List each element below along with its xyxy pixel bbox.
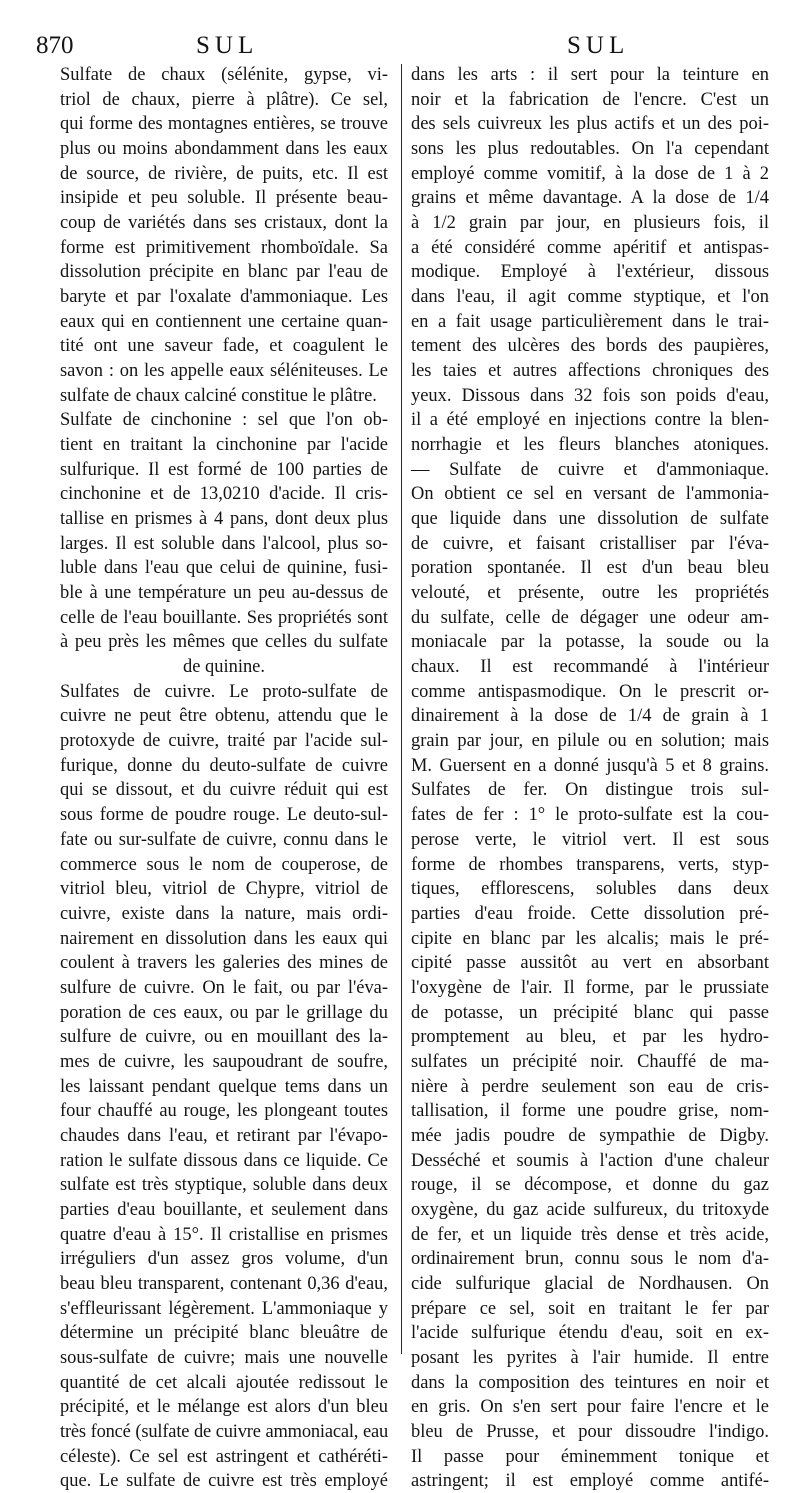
- text-line: beau bleu transparent, contenant 0,36 d'eau,: [60, 1272, 388, 1293]
- text-line: de source, de rivière, de puits, etc. Il est: [60, 162, 388, 183]
- text-line: ordinairement brun, connu sous le nom d'a-: [411, 1248, 769, 1269]
- text-line: de potasse, un précipité blanc qui passe: [411, 1001, 769, 1022]
- text-line: sulfure de cuivre. On le fait, ou par l'éva-: [60, 976, 388, 997]
- text-line: chaudes dans l'eau, et retirant par l'évapo-: [60, 1124, 388, 1145]
- text-line: en gris. On s'en sert pour faire l'encre et le: [411, 1396, 769, 1417]
- text-line: Sulfates de fer. On distingue trois sul-: [411, 779, 769, 800]
- text-line: tité ont une saveur fade, et coagulent le: [60, 335, 388, 356]
- text-line: savon : on les appelle eaux séléniteuses. Le: [60, 360, 388, 381]
- text-line: commerce sous le nom de couperose, de: [60, 853, 388, 874]
- text-line: de fer, et un liquide très dense et très acide,: [411, 1223, 769, 1244]
- running-head-right: SUL: [567, 32, 630, 59]
- text-line: détermine un précipité blanc bleuâtre de: [60, 1322, 388, 1343]
- text-line: baryte et par l'oxalate d'ammoniaque. Les: [60, 286, 388, 307]
- text-line: sulfurique. Il est formé de 100 parties de: [60, 458, 388, 479]
- text-line: sulfure de cuivre, ou en mouillant des la-: [60, 1026, 388, 1047]
- page-number: 870: [36, 32, 74, 59]
- text-line: moniacale par la potasse, la soude ou la: [411, 631, 769, 652]
- text-line: furique, donne du deuto-sulfate de cuivre: [60, 754, 388, 775]
- text-line: rouge, il se décompose, et donne du gaz: [411, 1174, 769, 1195]
- text-line: fate ou sur-sulfate de cuivre, connu dans le: [60, 828, 388, 849]
- text-line: dinairement à la dose de 1/4 de grain à 1: [411, 705, 769, 726]
- text-line: yeux. Dissous dans 32 fois son poids d'eau,: [411, 384, 769, 405]
- text-line: il a été employé en injections contre la blen-: [411, 409, 769, 430]
- text-line: sulfate de chaux calciné constitue le plâtre.: [60, 384, 377, 405]
- text-line: tallisation, il forme une poudre grise, nom-: [411, 1100, 769, 1121]
- text-line: cuivre ne peut être obtenu, attendu que le: [60, 705, 388, 726]
- text-line: grains et même davantage. A la dose de 1/4: [411, 187, 769, 208]
- text-line: astringent; il est employé comme antifé-: [411, 1470, 769, 1491]
- text-line: qui se dissout, et du cuivre réduit qui est: [60, 779, 388, 800]
- text-line: norrhagie et les fleurs blanches atoniques.: [411, 434, 769, 455]
- text-line: fates de fer : 1° le proto-sulfate est la cou-: [411, 804, 769, 825]
- text-line: à peu près les mêmes que celles du sulfate: [60, 631, 388, 652]
- text-line: plus ou moins abondamment dans les eaux: [60, 138, 388, 159]
- page-header: [0, 26, 800, 66]
- text-line: Sulfates de cuivre. Le proto-sulfate de: [60, 680, 388, 701]
- text-line: tiques, efflorescens, solubles dans deux: [411, 878, 769, 899]
- text-line: luble dans l'eau que celui de quinine, fusi-: [60, 557, 388, 578]
- text-line: forme est primitivement rhomboïdale. Sa: [60, 236, 388, 257]
- text-line: bleu de Prusse, et pour dissoudre l'indigo.: [411, 1420, 769, 1441]
- text-line: de cuivre, et faisant cristalliser par l'éva-: [411, 532, 769, 553]
- text-line: tient en traitant la cinchonine par l'acide: [60, 434, 388, 455]
- text-line: l'oxygène de l'air. Il forme, par le prussiate: [411, 976, 769, 997]
- text-line: a été considéré comme apéritif et antispas-: [411, 236, 769, 257]
- text-line: que. Le sulfate de cuivre est très employé: [60, 1470, 388, 1491]
- text-line: dans l'eau, il agit comme styptique, et l'on: [411, 286, 769, 307]
- text-line: coup de variétés dans ses cristaux, dont la: [60, 212, 388, 233]
- text-line: tallise en prismes à 4 pans, dont deux plus: [60, 508, 388, 529]
- text-line: — Sulfate de cuivre et d'ammoniaque.: [411, 458, 769, 479]
- text-line: cuivre, existe dans la nature, mais ordi-: [60, 902, 388, 923]
- text-line: des sels cuivreux les plus actifs et un des poi-: [411, 113, 769, 134]
- text-line: forme de rhombes transparens, verts, styp-: [411, 853, 769, 874]
- text-line: sous-sulfate de cuivre; mais une nouvelle: [60, 1346, 388, 1367]
- text-line: précipité, et le mélange est alors d'un bleu: [60, 1396, 388, 1417]
- text-line: noir et la fabrication de l'encre. C'est un: [411, 88, 769, 109]
- text-line: vitriol bleu, vitriol de Chypre, vitriol de: [60, 878, 388, 899]
- text-line: l'acide sulfurique étendu d'eau, soit en ex-: [411, 1322, 769, 1343]
- text-line: protoxyde de cuivre, traité par l'acide sul-: [60, 730, 388, 751]
- text-line: qui forme des montagnes entières, se trouve: [60, 113, 388, 134]
- text-line: Sulfate de chaux (sélénite, gypse, vi-: [60, 64, 388, 84]
- text-line: On obtient ce sel en versant de l'ammonia-: [411, 483, 769, 504]
- text-line: dans la composition des teintures en noir et: [411, 1371, 769, 1392]
- text-line: ble à une température un peu au-dessus de: [60, 582, 388, 603]
- text-line: sons les plus redoutables. On l'a cependant: [411, 138, 769, 159]
- text-line: Sulfate de cinchonine : sel que l'on ob-: [60, 409, 388, 430]
- text-line: prépare ce sel, soit en traitant le fer par: [411, 1297, 769, 1318]
- text-line: posant les pyrites à l'air humide. Il entre: [411, 1346, 769, 1367]
- text-line: Desséché et soumis à l'action d'une chaleur: [411, 1149, 769, 1170]
- text-line: grain par jour, en pilule ou en solution; mais: [411, 730, 769, 751]
- text-line: nairement en dissolution dans les eaux qui: [60, 927, 388, 948]
- text-line: sulfate est très styptique, soluble dans deux: [60, 1174, 388, 1195]
- text-line: larges. Il est soluble dans l'alcool, plus so-: [60, 532, 388, 553]
- text-line: parties d'eau froide. Cette dissolution pré-: [411, 902, 769, 923]
- text-line: insipide et peu soluble. Il présente beau-: [60, 187, 388, 208]
- text-line: tement des ulcères des bords des paupières,: [411, 335, 769, 356]
- text-line: nière à perdre seulement son eau de cris-: [411, 1075, 769, 1096]
- text-line: en a fait usage particulièrement dans le trai-: [411, 310, 769, 331]
- text-line: que liquide dans une dissolution de sulfate: [411, 508, 769, 529]
- text-line: cipite en blanc par les alcalis; mais le pré-: [411, 927, 769, 948]
- text-line: promptement au bleu, et par les hydro-: [411, 1026, 769, 1047]
- text-line: comme antispasmodique. On le prescrit or-: [411, 680, 769, 701]
- text-line: du sulfate, celle de dégager une odeur am-: [411, 606, 769, 627]
- text-line: four chauffé au rouge, les plongeant toutes: [60, 1100, 388, 1121]
- right-column: [411, 62, 769, 1493]
- text-line: s'effleurissant légèrement. L'ammoniaque y: [60, 1297, 388, 1318]
- text-line: sulfates un précipité noir. Chauffé de ma-: [411, 1050, 769, 1071]
- text-line: celle de l'eau bouillante. Ses propriétés sont: [60, 606, 388, 627]
- text-line: ration le sulfate dissous dans ce liquide. Ce: [60, 1149, 388, 1170]
- column-divider: [401, 64, 402, 1354]
- text-line: irréguliers d'un assez gros volume, d'un: [60, 1248, 388, 1269]
- text-line: quatre d'eau à 15°. Il cristallise en prismes: [60, 1223, 388, 1244]
- text-line: poration spontanée. Il est d'un beau bleu: [411, 557, 769, 578]
- text-line: perose verte, le vitriol vert. Il est sous: [411, 828, 769, 849]
- text-line: sous forme de poudre rouge. Le deuto-sul-: [60, 804, 388, 825]
- text-line: employé comme vomitif, à la dose de 1 à 2: [411, 162, 769, 183]
- text-line: triol de chaux, pierre à plâtre). Ce sel,: [60, 88, 388, 109]
- text-line: mée jadis poudre de sympathie de Digby.: [411, 1124, 769, 1145]
- text-line: chaux. Il est recommandé à l'intérieur: [411, 656, 769, 677]
- text-line: coulent à travers les galeries des mines de: [60, 952, 388, 973]
- text-line: parties d'eau bouillante, et seulement dans: [60, 1198, 388, 1219]
- left-column: [60, 62, 388, 1493]
- text-line: dissolution précipite en blanc par l'eau de: [60, 261, 388, 282]
- text-line: les laissant pendant quelque tems dans un: [60, 1075, 388, 1096]
- running-head-left: SUL: [196, 32, 259, 59]
- text-line: très foncé (sulfate de cuivre ammoniacal, eau: [60, 1420, 388, 1441]
- text-line: eaux qui en contiennent une certaine quan-: [60, 310, 388, 331]
- text-line: cipité passe aussitôt au vert en absorbant: [411, 952, 769, 973]
- text-line: à 1/2 grain par jour, en plusieurs fois, il: [411, 212, 769, 233]
- text-line: modique. Employé à l'extérieur, dissous: [411, 261, 769, 282]
- text-line: dans les arts : il sert pour la teinture en: [411, 64, 769, 84]
- text-line: de quinine.: [183, 656, 265, 677]
- text-line: cinchonine et de 13,0210 d'acide. Il cris-: [60, 483, 388, 504]
- text-line: oxygène, du gaz acide sulfureux, du tritoxyde: [411, 1198, 769, 1219]
- text-line: mes de cuivre, les saupoudrant de soufre,: [60, 1050, 388, 1071]
- text-line: quantité de cet alcali ajoutée redissout le: [60, 1371, 388, 1392]
- text-line: poration de ces eaux, ou par le grillage du: [60, 1001, 388, 1022]
- text-line: Il passe pour éminemment tonique et: [411, 1445, 769, 1466]
- text-line: les taies et autres affections chroniques des: [411, 360, 769, 381]
- text-line: M. Guersent en a donné jusqu'à 5 et 8 grains.: [411, 754, 769, 775]
- text-line: velouté, et présente, outre les propriétés: [411, 582, 769, 603]
- text-line: céleste). Ce sel est astringent et cathéréti-: [60, 1445, 388, 1466]
- text-line: cide sulfurique glacial de Nordhausen. On: [411, 1272, 769, 1293]
